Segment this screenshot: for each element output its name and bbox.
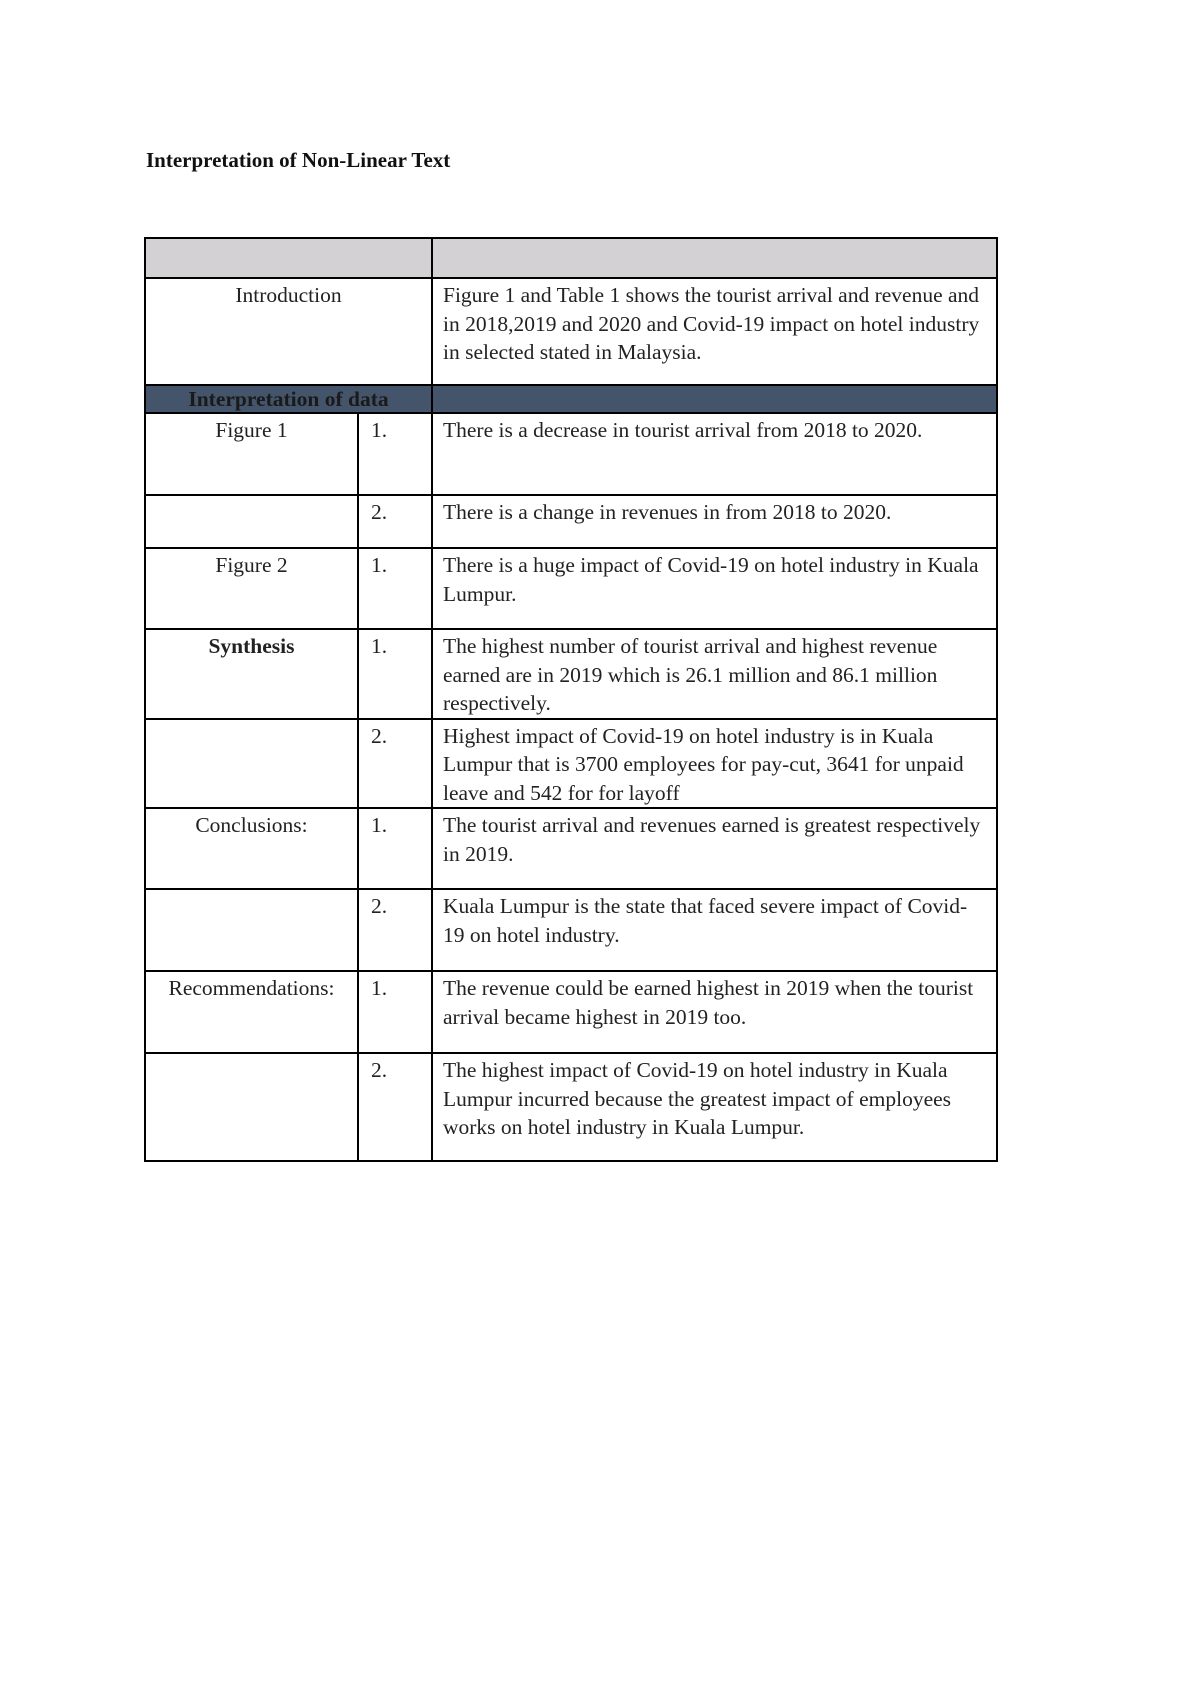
introduction-label: Introduction (145, 278, 432, 385)
row-text: The highest number of tourist arrival and highest revenue earned are in 2019 which is 26.1 million and 86.1 million respectively. (432, 629, 997, 719)
row-text: The revenue could be earned highest in 2019 when the tourist arrival became highest in 2019 too. (432, 971, 997, 1053)
row-label (145, 1053, 358, 1161)
row-number: 2. (358, 495, 432, 548)
row-number: 1. (358, 413, 432, 495)
table-row (145, 808, 997, 889)
table-row (145, 413, 997, 495)
table-row (145, 1053, 997, 1161)
row-number: 1. (358, 548, 432, 629)
table-row (145, 548, 997, 629)
introduction-text: Figure 1 and Table 1 shows the tourist arrival and revenue and in 2018,2019 and 2020 and Covid-19 impact on hotel industry in selected stated in Malaysia. (432, 278, 997, 385)
row-label (145, 719, 358, 809)
row-number: 1. (358, 971, 432, 1053)
row-label (145, 495, 358, 548)
row-label: Recommendations: (145, 971, 358, 1053)
introduction-row (145, 278, 997, 385)
row-label: Figure 2 (145, 548, 358, 629)
row-number: 1. (358, 629, 432, 719)
table-row (145, 495, 997, 548)
row-text: The highest impact of Covid-19 on hotel industry in Kuala Lumpur incurred because the greatest impact of employees works on hotel industry in Kuala Lumpur. (432, 1053, 997, 1161)
header-cell-right (432, 238, 997, 278)
row-text: There is a decrease in tourist arrival from 2018 to 2020. (432, 413, 997, 495)
interpretation-table (144, 237, 998, 1162)
header-cell-left (145, 238, 432, 278)
table-row (145, 629, 997, 719)
table-row (145, 971, 997, 1053)
row-number: 2. (358, 719, 432, 809)
row-label: Synthesis (145, 629, 358, 719)
row-text: There is a huge impact of Covid-19 on hotel industry in Kuala Lumpur. (432, 548, 997, 629)
section-band-row (145, 385, 997, 413)
document-title: Interpretation of Non-Linear Text (146, 148, 451, 172)
row-number: 2. (358, 889, 432, 971)
table-row (145, 889, 997, 971)
table-header-row (145, 238, 997, 278)
row-label (145, 889, 358, 971)
row-text: The tourist arrival and revenues earned is greatest respectively in 2019. (432, 808, 997, 889)
row-number: 2. (358, 1053, 432, 1161)
section-band-label: Interpretation of data (145, 385, 432, 413)
section-band-fill (432, 385, 997, 413)
table-row (145, 719, 997, 809)
row-number: 1. (358, 808, 432, 889)
row-text: Kuala Lumpur is the state that faced severe impact of Covid-19 on hotel industry. (432, 889, 997, 971)
row-text: Highest impact of Covid-19 on hotel industry is in Kuala Lumpur that is 3700 employees for pay-cut, 3641 for unpaid leave and 542 for for layoff (432, 719, 997, 809)
row-label: Conclusions: (145, 808, 358, 889)
row-text: There is a change in revenues in from 2018 to 2020. (432, 495, 997, 548)
row-label: Figure 1 (145, 413, 358, 495)
